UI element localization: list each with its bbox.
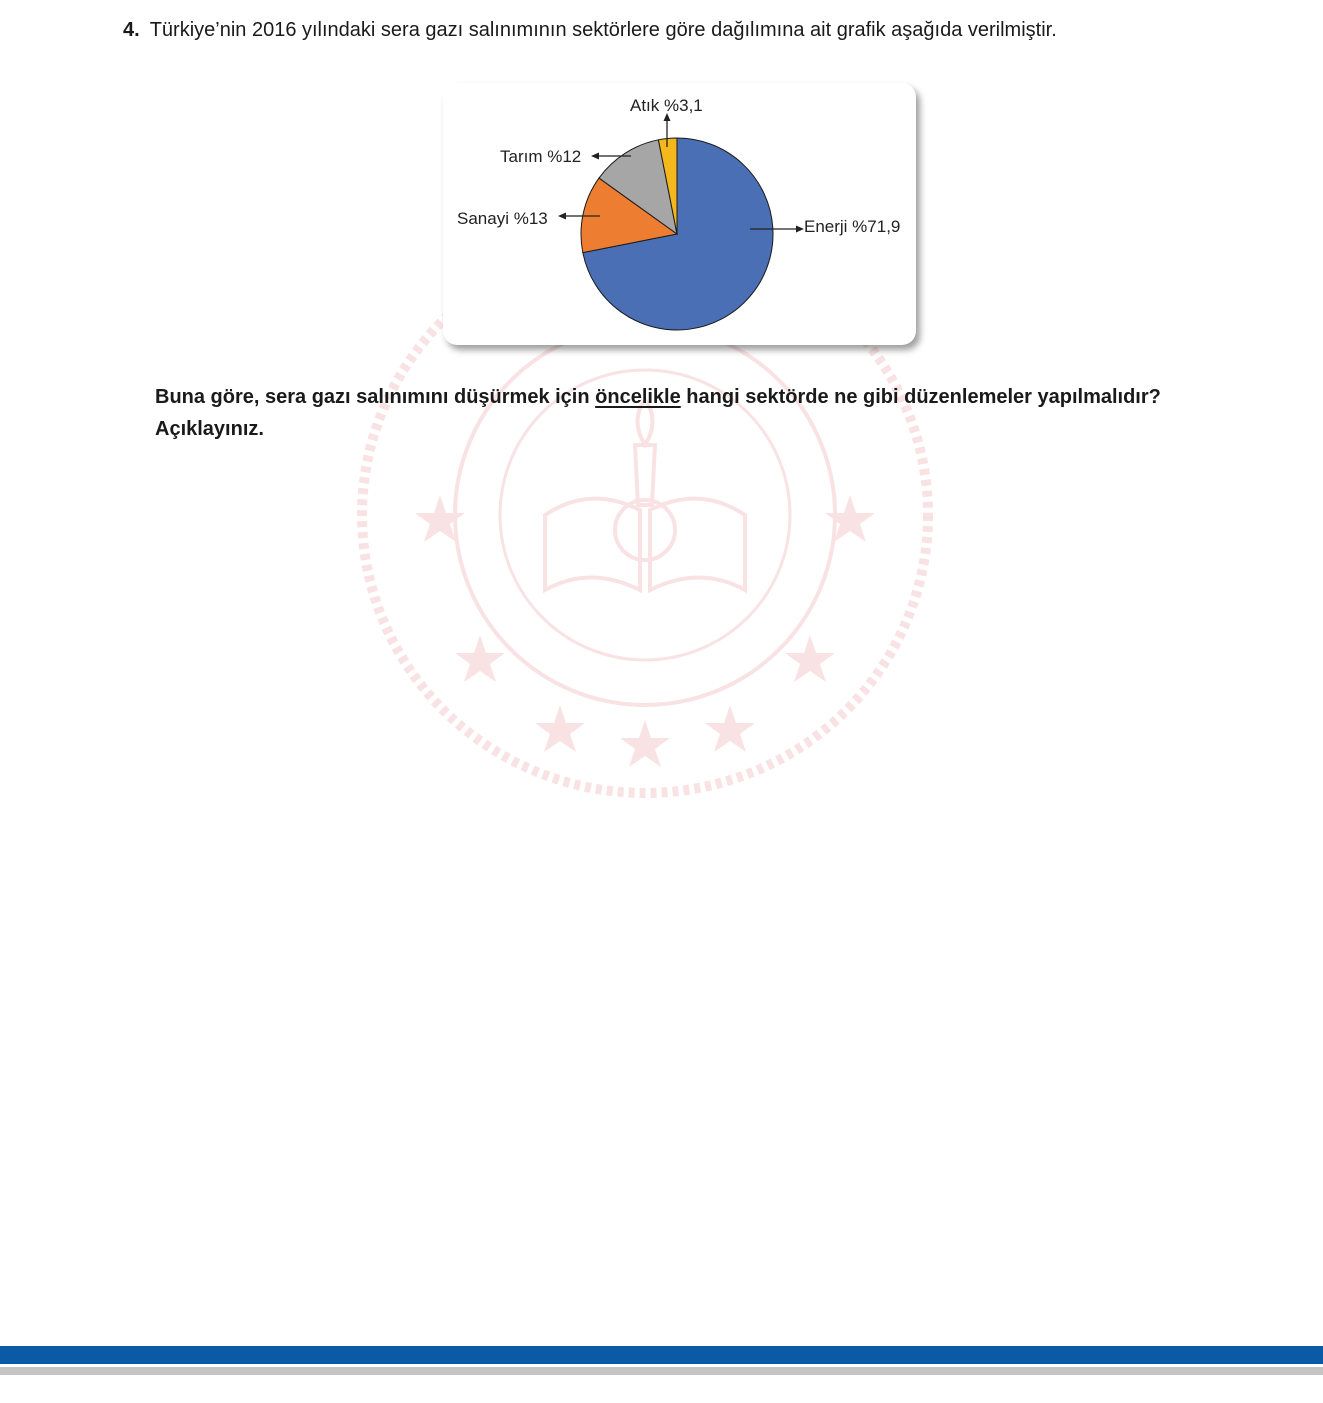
slice-label-enerji: Enerji %71,9 [804,217,901,236]
slice-label-tarim: Tarım %12 [500,147,582,166]
slice-label-atik: Atık %3,1 [630,96,703,115]
instruction-text [155,381,1215,445]
footer-gray-bar [0,1367,1323,1375]
instruction-before: Buna göre, sera gazı salınımını düşürmek için [155,386,596,408]
arrowhead-sanayi [558,213,566,220]
slice-label-sanayi: Sanayi %13 [457,209,548,228]
instruction-underlined: öncelikle [595,386,681,408]
pie-chart [443,83,916,345]
arrowhead-enerji [796,226,804,233]
instruction-after: hangi sektörde ne gibi düzenlemeler yapılmalıdır? Açıklayınız. [155,386,1161,440]
ministry-seal-watermark [340,305,950,805]
question-header [123,17,1057,43]
chart-card [443,83,916,345]
question-text: Türkiye’nin 2016 yılındaki sera gazı salınımının sektörlere göre dağılımına ait grafik aşağıda verilmiştir. [149,19,1057,41]
arrowhead-tarim [591,153,599,160]
footer-blue-bar [0,1346,1323,1364]
question-number: 4. [123,19,140,41]
